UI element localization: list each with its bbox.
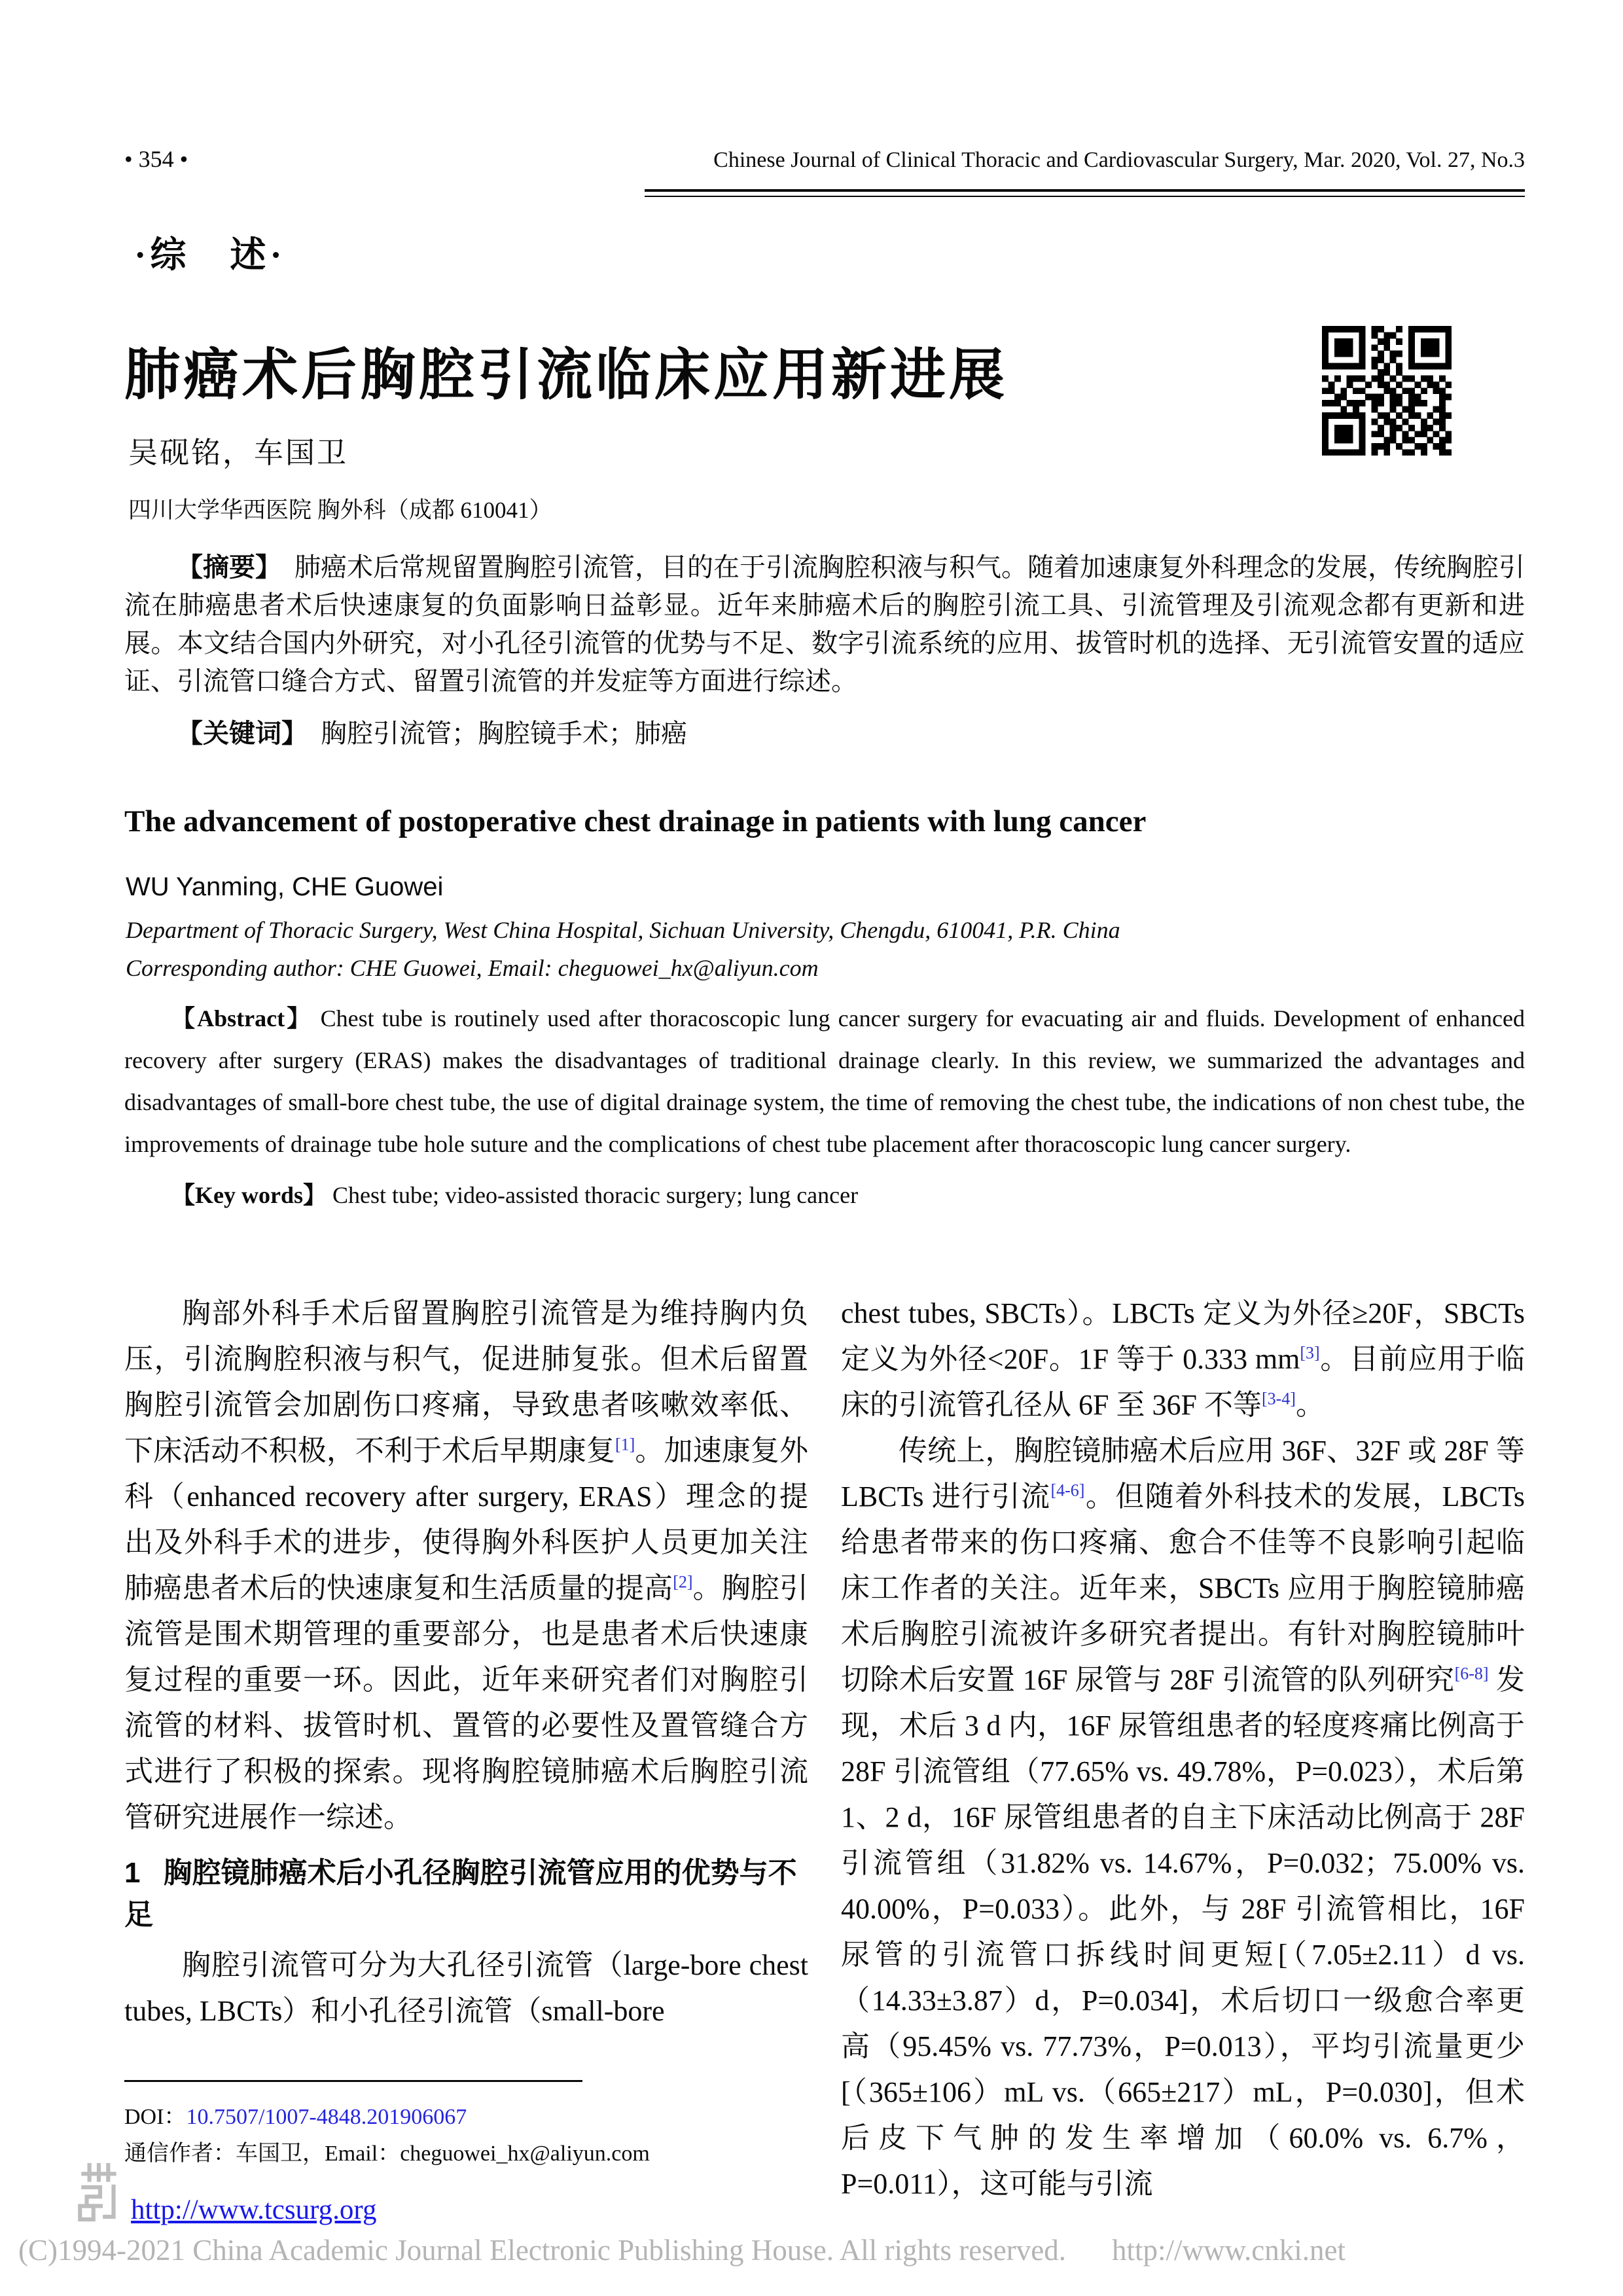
keywords-cn-label: 【关键词】	[177, 719, 294, 748]
paragraph-text: 传统上，胸腔镜肺癌术后应用 36F、32F 或 28F 等 LBCTs 进行引流	[841, 1435, 1525, 1513]
cnki-url[interactable]: http://www.cnki.net	[1111, 2234, 1346, 2267]
journal-citation: Chinese Journal of Clinical Thoracic and Cardiovascular Surgery, Mar. 2020, Vol. 27, No.3	[713, 148, 1525, 172]
column-type-label: ·综 述·	[134, 235, 286, 275]
keywords-cn	[124, 715, 1525, 753]
authors-cn: 吴砚铭，车国卫	[128, 437, 349, 469]
body-column-left	[124, 1291, 808, 2076]
reference-link-3-4[interactable]: [3-4]	[1261, 1389, 1296, 1408]
body-paragraph-1	[124, 1291, 808, 1840]
article-title-en: The advancement of postoperative chest drainage in patients with lung cancer	[124, 804, 1147, 838]
qr-code-icon	[1322, 326, 1452, 456]
abstract-en	[124, 997, 1525, 1165]
corresponding-author-en: Corresponding author: CHE Guowei, Email: cheguowei_hx@aliyun.com	[126, 955, 819, 981]
tcsurg-url[interactable]: http://www.tcsurg.org	[131, 2195, 377, 2225]
copyright-watermark	[18, 2233, 1609, 2267]
article-title-cn: 肺癌术后胸腔引流临床应用新进展	[124, 344, 1008, 406]
keywords-en-text: Chest tube; video-assisted thoracic surgery; lung cancer	[327, 1182, 859, 1208]
keywords-en-label: 【Key words】	[171, 1182, 327, 1208]
page-header	[124, 145, 1525, 173]
doi-link[interactable]: 10.7507/1007-4848.201906067	[186, 2105, 467, 2129]
paragraph-text: 胸部外科手术后留置胸腔引流管是为维持胸内负压，引流胸腔积液与积气，促进肺复张。但术后留置胸腔引流管会加剧伤口疼痛，导致患者咳嗽效率低、下床活动不积极，不利于术后早期康复	[124, 1297, 808, 1467]
keywords-en	[124, 1174, 1525, 1216]
affiliation-en: Department of Thoracic Surgery, West China Hospital, Sichuan University, Chengdu, 610041, P.R. China	[126, 917, 1120, 943]
watermark-text: (C)1994-2021 China Academic Journal Electronic Publishing House. All rights reserved.	[18, 2234, 1066, 2267]
affiliation-cn: 四川大学华西医院 胸外科（成都 610041）	[128, 497, 552, 523]
body-column-right	[841, 1291, 1525, 2220]
paragraph-text: chest tubes, SBCTs）。LBCTs 定义为外径≥20F，SBCTs 定义为外径<20F。1F 等于 0.333 mm	[841, 1297, 1525, 1375]
abstract-cn	[124, 548, 1525, 700]
doi-line	[124, 2098, 467, 2130]
section-heading-1	[124, 1852, 808, 1936]
abstract-en-text: Chest tube is routinely used after thoracoscopic lung cancer surgery for evacuating air and fluids. Development of enhanced recovery after surgery (ERAS) makes the disadvantages of traditional drainage clearly. In this review, we summarized the advantages and disadvantages of small-bore chest tube, the use of digital drainage system, the time of removing the chest tube, the indications of non chest tube, the improvements of drainage tube hole suture and the complications of chest tube placement after thoracoscopic lung cancer surgery.	[124, 1005, 1525, 1157]
reference-link-2[interactable]: [2]	[673, 1572, 693, 1592]
reference-link-4-6[interactable]: [4-6]	[1050, 1480, 1085, 1500]
body-paragraph-2	[124, 1943, 808, 2034]
page-number: • 354 •	[124, 146, 188, 172]
abstract-en-label: 【Abstract】	[171, 1005, 313, 1031]
paragraph-text: 。加速康复外科（enhanced recovery after surgery, ERAS）理念的提出及外科手术的进步，使得胸外科医护人员更加关注肺癌患者术后的快速康复和生活质量的提高	[124, 1435, 808, 1604]
authors-en: WU Yanming, CHE Guowei	[126, 872, 444, 901]
reference-link-1[interactable]: [1]	[615, 1435, 635, 1454]
abstract-en-block	[124, 997, 1525, 1216]
footnote-rule	[124, 2080, 582, 2082]
body-paragraph-4	[841, 1428, 1525, 2207]
reference-link-3[interactable]: [3]	[1300, 1343, 1320, 1363]
abstract-cn-label: 【摘要】	[177, 552, 268, 582]
abstract-cn-text: 肺癌术后常规留置胸腔引流管，目的在于引流胸腔积液与积气。随着加速康复外科理念的发展，传统胸腔引流在肺癌患者术后快速康复的负面影响日益彰显。近年来肺癌术后的胸腔引流工具、引流管理及引流观念都有更新和进展。本文结合国内外研究，对小孔径引流管的优势与不足、数字引流系统的应用、拔管时机的选择、无引流管安置的适应证、引流管口缝合方式、留置引流管的并发症等方面进行综述。	[124, 552, 1525, 696]
paragraph-text: 胸腔引流管可分为大孔径引流管（large-bore chest tubes, LBCTs）和小孔径引流管（small-bore	[124, 1949, 808, 2027]
abstract-cn-block	[124, 548, 1525, 753]
doi-label: DOI：	[124, 2105, 187, 2129]
paragraph-text: 。但随着外科技术的发展，LBCTs 给患者带来的伤口疼痛、愈合不佳等不良影响引起临床工作者的关注。近年来，SBCTs 应用于胸腔镜肺癌术后胸腔引流被许多研究者提出。有针对胸腔镜肺叶切除术后安置 16F 尿管与 28F 引流管的队列研究	[841, 1480, 1525, 1696]
reference-link-6-8[interactable]: [6-8]	[1454, 1664, 1489, 1683]
keywords-cn-text: 胸腔引流管；胸腔镜手术；肺癌	[294, 719, 687, 748]
paragraph-text: 。目前应用于临床的引流管孔径从 6F 至 36F 不等	[841, 1343, 1525, 1421]
paragraph-text: 。胸腔引流管是围术期管理的重要部分，也是患者术后快速康复过程的重要一环。因此，近年来研究者们对胸腔引流管的材料、拔管时机、置管的必要性及置管缝合方式进行了积极的探索。现将胸腔镜肺癌术后胸腔引流管研究进展作一综述。	[124, 1572, 808, 1833]
corresponding-author-cn: 通信作者：车国卫，Email：cheguowei_hx@aliyun.com	[124, 2142, 650, 2166]
body-paragraph-3	[841, 1291, 1525, 1428]
section-number: 1	[124, 1857, 141, 1889]
tcsurg-logo-icon	[73, 2160, 127, 2225]
paragraph-text: 。	[1295, 1389, 1325, 1421]
paragraph-text: 发现，术后 3 d 内，16F 尿管组患者的轻度疼痛比例高于 28F 引流管组（77.65% vs. 49.78%，P=0.023），术后第 1、2 d，16F 尿管组患者的自主下床活动比例高于 28F 引流管组（31.82% vs. 14.67%，P=0.032；75.00% vs. 40.00%，P=0.033）。此外，与 28F 引流管相比，16F 尿管的引流管口拆线时间更短[（7.05±2.11）d vs.（14.33±3.87）d，P=0.034]，术后切口一级愈合率更高（95.45% vs. 77.73%，P=0.013），平均引流量更少[（365±106）mL vs.（665±217）mL，P=0.030]，但术后皮下气肿的发生率增加（60.0% vs. 6.7%，P=0.011），这可能与引流	[841, 1664, 1525, 2200]
header-double-rule	[645, 189, 1525, 197]
section-title: 胸腔镜肺癌术后小孔径胸腔引流管应用的优势与不足	[124, 1857, 797, 1931]
